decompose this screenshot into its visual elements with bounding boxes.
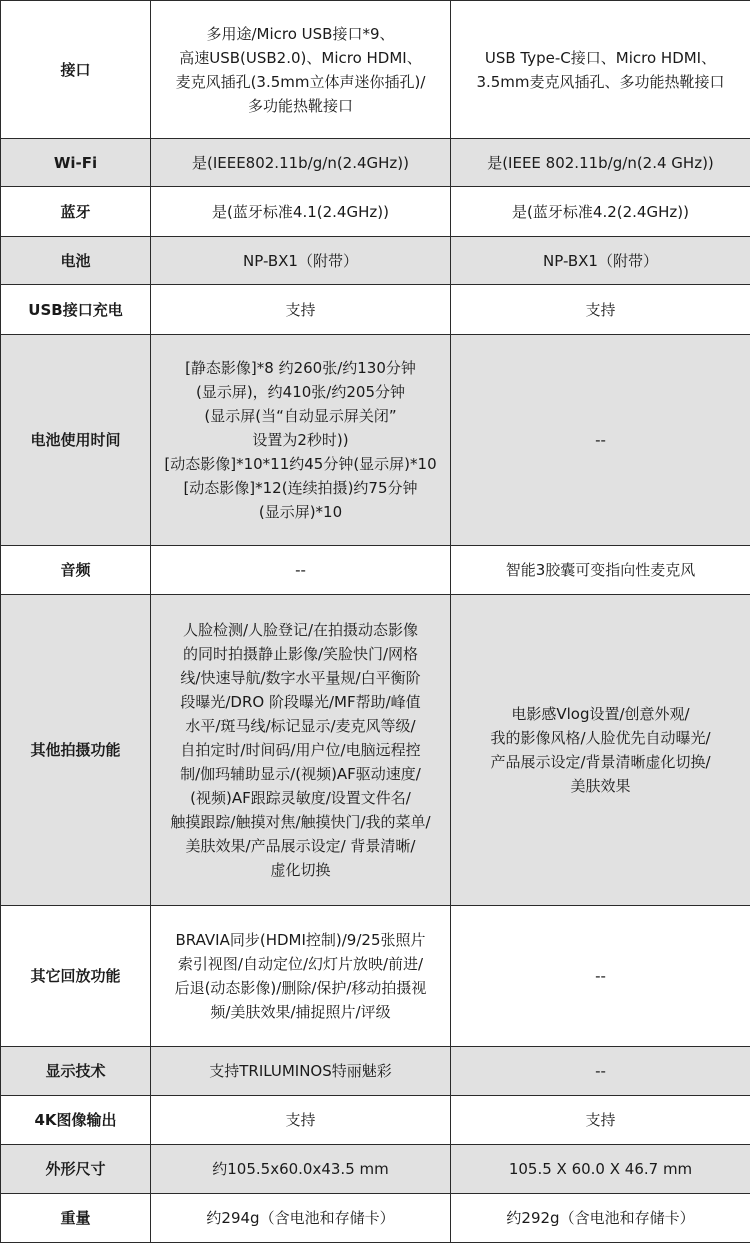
row-label: 电池 bbox=[1, 237, 151, 285]
model-a-value: 多用途/Micro USB接口*9、 高速USB(USB2.0)、Micro HDMI、 麦克风插孔(3.5mm立体声迷你插孔)/ 多功能热靴接口 bbox=[151, 1, 451, 139]
table-row-display-tech bbox=[1, 1047, 750, 1096]
model-b-value: USB Type-C接口、Micro HDMI、 3.5mm麦克风插孔、多功能热靴接口 bbox=[451, 1, 750, 139]
table-row-battery-life bbox=[1, 335, 750, 546]
model-a-value: 约294g（含电池和存储卡） bbox=[151, 1194, 451, 1243]
model-a-value: 人脸检测/人脸登记/在拍摄动态影像 的同时拍摄静止影像/笑脸快门/网格 线/快速导航/数字水平量规/白平衡阶 段曝光/DRO 阶段曝光/MF帮助/峰值 水平/斑马线/标记显示/麦克风等级/ 自拍定时/时间码/用户位/电脑远程控 制/伽玛辅助显示/(视频)AF驱动速度/ (视频)AF跟踪灵敏度/设置文件名/ 触摸跟踪/触摸对焦/触摸快门/我的菜单/ 美肤效果/产品展示设定/ 背景清晰/ 虚化切换 bbox=[151, 595, 451, 906]
table-row-weight bbox=[1, 1194, 750, 1243]
row-label: 其他拍摄功能 bbox=[1, 595, 151, 906]
model-b-value: NP-BX1（附带） bbox=[451, 237, 750, 285]
table-row-playback-features bbox=[1, 906, 750, 1047]
model-b-value: -- bbox=[451, 335, 750, 546]
row-label: 重量 bbox=[1, 1194, 151, 1243]
row-label: 其它回放功能 bbox=[1, 906, 151, 1047]
model-b-value: -- bbox=[451, 1047, 750, 1096]
model-a-value: 支持 bbox=[151, 1096, 451, 1145]
model-b-value: -- bbox=[451, 906, 750, 1047]
model-a-value: BRAVIA同步(HDMI控制)/9/25张照片 索引视图/自动定位/幻灯片放映/前进/ 后退(动态影像)/删除/保护/移动拍摄视 频/美肤效果/捕捉照片/评级 bbox=[151, 906, 451, 1047]
model-a-value: 支持TRILUMINOS特丽魅彩 bbox=[151, 1047, 451, 1096]
table-row-4k-output bbox=[1, 1096, 750, 1145]
model-a-value: 支持 bbox=[151, 285, 451, 335]
model-b-value: 支持 bbox=[451, 1096, 750, 1145]
model-b-value: 电影感Vlog设置/创意外观/ 我的影像风格/人脸优先自动曝光/ 产品展示设定/背景清晰虚化切换/ 美肤效果 bbox=[451, 595, 750, 906]
table-row-battery bbox=[1, 237, 750, 285]
model-b-value: 支持 bbox=[451, 285, 750, 335]
model-a-value: NP-BX1（附带） bbox=[151, 237, 451, 285]
model-b-value: 是(IEEE 802.11b/g/n(2.4 GHz)) bbox=[451, 139, 750, 187]
row-label: Wi-Fi bbox=[1, 139, 151, 187]
table-row-wifi bbox=[1, 139, 750, 187]
table-row-interface bbox=[1, 1, 750, 139]
table-row-audio bbox=[1, 546, 750, 595]
model-b-value: 105.5 X 60.0 X 46.7 mm bbox=[451, 1145, 750, 1194]
table-row-bluetooth bbox=[1, 187, 750, 237]
model-a-value: [静态影像]*8 约260张/约130分钟 (显示屏)，约410张/约205分钟 (显示屏(当“自动显示屏关闭” 设置为2秒时)) [动态影像]*10*11约45分钟(显示屏)*10 [动态影像]*12(连续拍摄)约75分钟 (显示屏)*10 bbox=[151, 335, 451, 546]
row-label: 电池使用时间 bbox=[1, 335, 151, 546]
model-b-value: 约292g（含电池和存储卡） bbox=[451, 1194, 750, 1243]
row-label: 接口 bbox=[1, 1, 151, 139]
model-a-value: 是(IEEE802.11b/g/n(2.4GHz)) bbox=[151, 139, 451, 187]
model-a-value: 约105.5x60.0x43.5 mm bbox=[151, 1145, 451, 1194]
row-label: 显示技术 bbox=[1, 1047, 151, 1096]
row-label: 音频 bbox=[1, 546, 151, 595]
model-a-value: -- bbox=[151, 546, 451, 595]
table-row-dimensions bbox=[1, 1145, 750, 1194]
model-b-value: 智能3胶囊可变指向性麦克风 bbox=[451, 546, 750, 595]
row-label: USB接口充电 bbox=[1, 285, 151, 335]
table-row-shooting-features bbox=[1, 595, 750, 906]
table-row-usb-charging bbox=[1, 285, 750, 335]
row-label: 4K图像输出 bbox=[1, 1096, 151, 1145]
model-b-value: 是(蓝牙标准4.2(2.4GHz)) bbox=[451, 187, 750, 237]
model-a-value: 是(蓝牙标准4.1(2.4GHz)) bbox=[151, 187, 451, 237]
row-label: 外形尺寸 bbox=[1, 1145, 151, 1194]
row-label: 蓝牙 bbox=[1, 187, 151, 237]
